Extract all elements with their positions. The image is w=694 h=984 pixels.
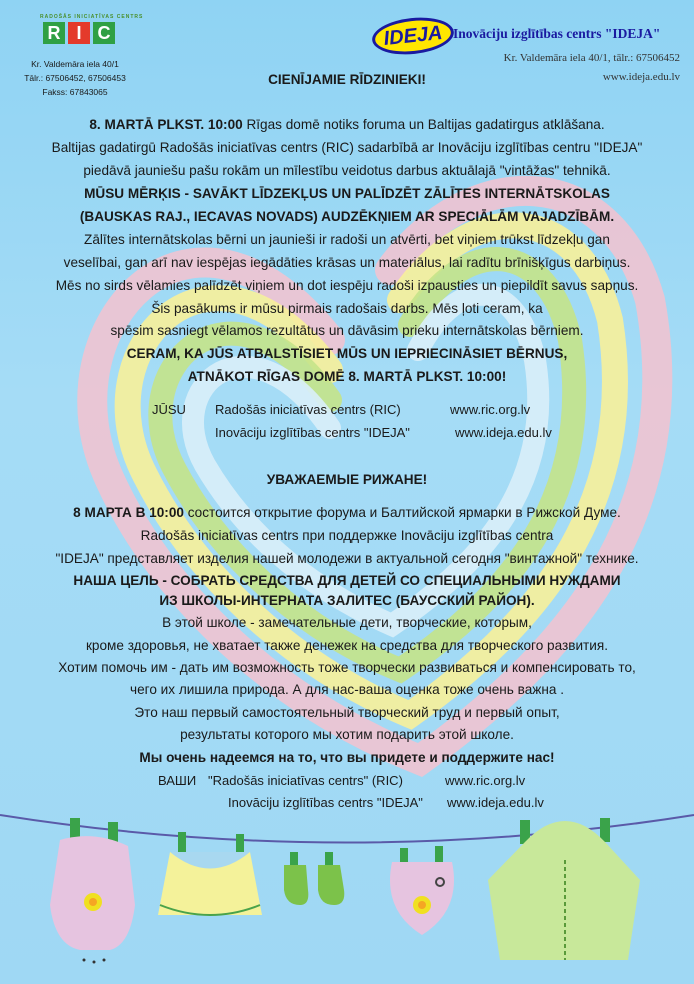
russian-goal-line-2: ИЗ ШКОЛЫ-ИНТЕРНАТА ЗАЛИТЕС (БАУССКИЙ РАЙОН). xyxy=(159,593,535,608)
latvian-line-8: Mēs no sirds vēlamies palīdzēt viņiem un dot iespēju radoši izpausties un piepildīt savus sapņus. xyxy=(55,278,639,293)
latvian-line-10: spēsim sasniegt vēlamos rezultātus un dāvāsim prieku internātskolas bērniem. xyxy=(110,323,584,338)
ideja-title: Inovāciju izglītības centrs "IDEJA" xyxy=(453,26,661,41)
russian-line-8: Хотим помочь им - дать им возможность тоже творчески развиваться и компенсировать то, xyxy=(58,660,636,675)
socks-icon xyxy=(284,852,344,905)
latvian-signature-org-ric: Radošās iniciatīvas centrs (RIC) xyxy=(215,402,401,417)
russian-line-3: "IDEJA" представляет изделия нашей молодежи в актуальной сегодня "винтажной" технике. xyxy=(55,551,639,566)
latvian-line-1 xyxy=(0,115,694,135)
russian-signature-org-ideja: Inovāciju izglītības centrs "IDEJA" xyxy=(228,795,423,810)
bodysuit-icon xyxy=(50,818,135,964)
ric-letter-i: I xyxy=(68,22,90,44)
russian-goal-line-1: НАША ЦЕЛЬ - СОБРАТЬ СРЕДСТВА ДЛЯ ДЕТЕЙ СО СПЕЦИАЛЬНЫМИ НУЖДАМИ xyxy=(73,573,621,588)
latvian-goal-line-2: (BAUSKAS RAJ., IECAVAS NOVADS) AUDZĒKŅIEM AR SPECIĀLĀM VAJADZĪBĀM. xyxy=(79,209,615,224)
latvian-line-6: Zālītes internātskolas bērni un jaunieši ir radoši un atvērti, bet viņiem trūkst līdzekļu gan xyxy=(84,232,610,247)
ric-letter-c: C xyxy=(93,22,115,44)
latvian-appeal-line-2: ATNĀKOT RĪGAS DOMĒ 8. MARTĀ PLKST. 10:00! xyxy=(187,369,507,384)
russian-line-10: Это наш первый самостоятельный творческий труд и первый опыт, xyxy=(134,705,560,720)
bib-icon xyxy=(390,846,454,935)
latvian-date-time: 8. MARTĀ PLKST. 10:00 xyxy=(89,117,243,132)
ideja-website: www.ideja.edu.lv xyxy=(602,71,680,83)
ric-address-street: Kr. Valdemāra iela 40/1 xyxy=(31,59,119,69)
latvian-greeting: CIENĪJAMIE RĪDZINIEKI! xyxy=(268,72,426,87)
latvian-signature-org-ideja: Inovāciju izglītības centrs "IDEJA" xyxy=(215,425,410,440)
russian-signature-org-ric: "Radošās iniciatīvas centrs" (RIC) xyxy=(208,773,403,788)
ideja-logo-text: IDEJA xyxy=(382,21,444,50)
ric-logo-caption: RADOŠĀS INICIATĪVAS CENTRS xyxy=(40,14,144,20)
russian-line-6: В этой школе - замечательные дети, творческие, которым, xyxy=(162,615,532,630)
latvian-signature-url-ideja: www.ideja.edu.lv xyxy=(455,425,552,440)
latvian-line-1-text: Rīgas domē notiks foruma un Baltijas gadatirgus atklāšana. xyxy=(242,117,605,132)
latvian-line-2: Baltijas gadatirgū Radošās iniciatīvas centrs (RIC) sadarbībā ar Inovāciju izglītības centru "IDEJA" xyxy=(51,140,643,155)
ric-address-fax: Fakss: 67843065 xyxy=(42,87,108,97)
ric-logo xyxy=(40,14,144,54)
russian-signature-url-ric: www.ric.org.lv xyxy=(445,773,526,788)
ideja-address-street: Kr. Valdemāra iela 40/1, tālr.: 67506452 xyxy=(503,52,680,64)
latvian-appeal-line-1: CERAM, KA JŪS ATBALSTĪSIET MŪS UN IEPRIECINĀSIET BĒRNUS, xyxy=(126,346,568,361)
latvian-line-3: piedāvā jauniešu pašu rokām un mīlestību veidotus darbus aktuālajā "vintāžas" tehnikā. xyxy=(83,163,611,178)
latvian-signature-label: JŪSU xyxy=(152,402,186,417)
russian-greeting: УВАЖАЕМЫЕ РИЖАНЕ! xyxy=(266,472,428,487)
russian-line-2: Radošās iniciatīvas centrs при поддержке Inovāciju izglītības centra xyxy=(140,528,554,543)
russian-closing-line: Мы очень надеемся на то, что вы придете и поддержите нас! xyxy=(139,750,555,765)
russian-line-1-text: состоится открытие форума и Балтийской ярмарки в Рижской Думе. xyxy=(183,505,621,520)
russian-line-9: чего их лишила природа. А для нас-ваша оценка тоже очень важна . xyxy=(130,682,564,697)
russian-line-7: кроме здоровья, не хватает также денежек на средства для творческого развития. xyxy=(85,638,609,653)
latvian-goal-line-1: MŪSU MĒRĶIS - SAVĀKT LĪDZEKĻUS UN PALĪDZĒT ZĀLĪTES INTERNĀTSKOLAS xyxy=(84,186,610,201)
ric-address-phone: Tālr.: 67506452, 67506453 xyxy=(24,73,126,83)
clothesline-illustration xyxy=(0,780,694,984)
russian-line-1 xyxy=(0,503,694,523)
jacket-icon xyxy=(488,818,640,960)
ric-letter-r: R xyxy=(43,22,65,44)
russian-line-11: результаты которого мы хотим подарить этой школе. xyxy=(180,727,514,742)
russian-signature-url-ideja: www.ideja.edu.lv xyxy=(447,795,544,810)
russian-signature-label: ВАШИ xyxy=(158,773,197,788)
latvian-line-9: Šis pasākums ir mūsu pirmais radošais darbs. Mēs ļoti ceram, ka xyxy=(151,301,543,316)
latvian-signature-url-ric: www.ric.org.lv xyxy=(450,402,531,417)
latvian-line-7: veselībai, gan arī nav iespējas iegādāties krāsas un materiālus, lai radītu brīnišķīgus darbiņus. xyxy=(63,255,631,270)
dress-icon xyxy=(158,832,262,915)
russian-date-time: 8 МАРТА В 10:00 xyxy=(73,505,184,520)
